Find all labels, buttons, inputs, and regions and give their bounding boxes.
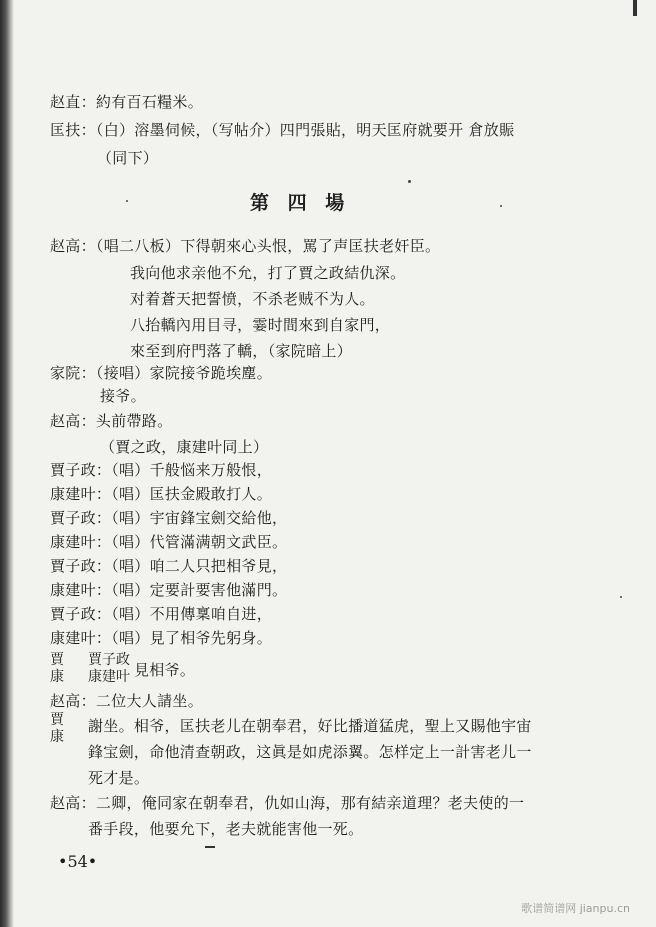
speaker-names — [88, 652, 130, 686]
speaker-char: 康 — [50, 669, 64, 685]
text-line: 番手段，他要允下，老夫就能害他一死。 — [88, 820, 364, 838]
ink-speck — [126, 200, 128, 202]
text-line: （同下） — [97, 149, 159, 167]
text-line: 死才是。 — [88, 769, 150, 787]
text-line: 康建叶：（唱）定要計要害他滿門。 — [50, 581, 288, 599]
speaker-name: 賈子政 — [88, 652, 130, 668]
text-line: 我向他求亲他不允，打了賈之政結仇深。 — [130, 264, 406, 282]
text-line: 鋒宝劍，命他清查朝政，这眞是如虎添翼。怎样定上一計害老儿一 — [88, 743, 532, 761]
edge-mark — [633, 0, 637, 16]
text-line: 八抬轎內用目寻，霎时間來到自家門， — [130, 316, 391, 334]
text-line: 赵高：（唱二八板）下得朝來心头恨，罵了声匡扶老奸臣。 — [50, 237, 441, 255]
watermark: 歌谱简谱网 jianpu.cn — [521, 902, 630, 915]
speaker-stack — [50, 652, 64, 686]
text-line: 匡扶：（白）溶墨伺候，（写帖介）四門張貼，明天匡府就要开 倉放賑 — [50, 121, 515, 139]
text-line: （賈之政，康建叶同上） — [100, 438, 269, 456]
text-line: 賈子政：（唱）宇宙鋒宝劍交給他， — [50, 509, 288, 527]
text-line: 賈子政：（唱）咱二人只把相爷見， — [50, 557, 288, 575]
page-spine-shadow — [0, 0, 14, 927]
text-line: 赵直：約有百石糧米。 — [50, 93, 204, 111]
text-line: 康建叶：（唱）代管滿满朝文武臣。 — [50, 533, 288, 551]
speaker-char: 賈 — [50, 712, 64, 728]
scene-title: 第 四 場 — [250, 192, 351, 214]
text-line: 赵高：二卿，俺同家在朝奉君，仇如山海，那有結亲道理？老夫使的一 — [50, 794, 525, 812]
text-line: 謝坐。相爷，匡扶老儿在朝奉君，好比播道猛虎，聖上又賜他宇宙 — [88, 717, 532, 735]
text-line: 接爷。 — [100, 387, 146, 405]
text-line: 賈子政：（唱）千般悩来万般恨， — [50, 461, 273, 479]
ink-speck — [408, 180, 411, 183]
speaker-char: 賈 — [50, 652, 64, 668]
speaker-name: 康建叶 — [88, 669, 130, 685]
page-number: •54• — [58, 852, 98, 871]
text-line: 赵高：头前帶路。 — [50, 412, 173, 430]
ink-speck — [500, 205, 502, 207]
text-line: 康建叶：（唱）見了相爷先躬身。 — [50, 629, 273, 647]
text-line: 康建叶：（唱）匡扶金殿敢打人。 — [50, 485, 273, 503]
text-line: 家院：（接唱）家院接爷跪埃塵。 — [50, 364, 273, 382]
dash-mark — [205, 846, 215, 848]
ink-speck — [620, 596, 622, 598]
speaker-stack — [50, 712, 64, 746]
text-line: 見相爷。 — [134, 661, 196, 679]
text-line: 对着蒼天把誓愤，不杀老贼不为人。 — [130, 290, 375, 308]
text-line: 賈子政：（唱）不用傳稟咱自进， — [50, 605, 273, 623]
speaker-char: 康 — [50, 729, 64, 745]
text-line: 來至到府門落了轎，（家院暗上） — [130, 342, 353, 360]
text-line: 赵高：二位大人請坐。 — [50, 692, 204, 710]
